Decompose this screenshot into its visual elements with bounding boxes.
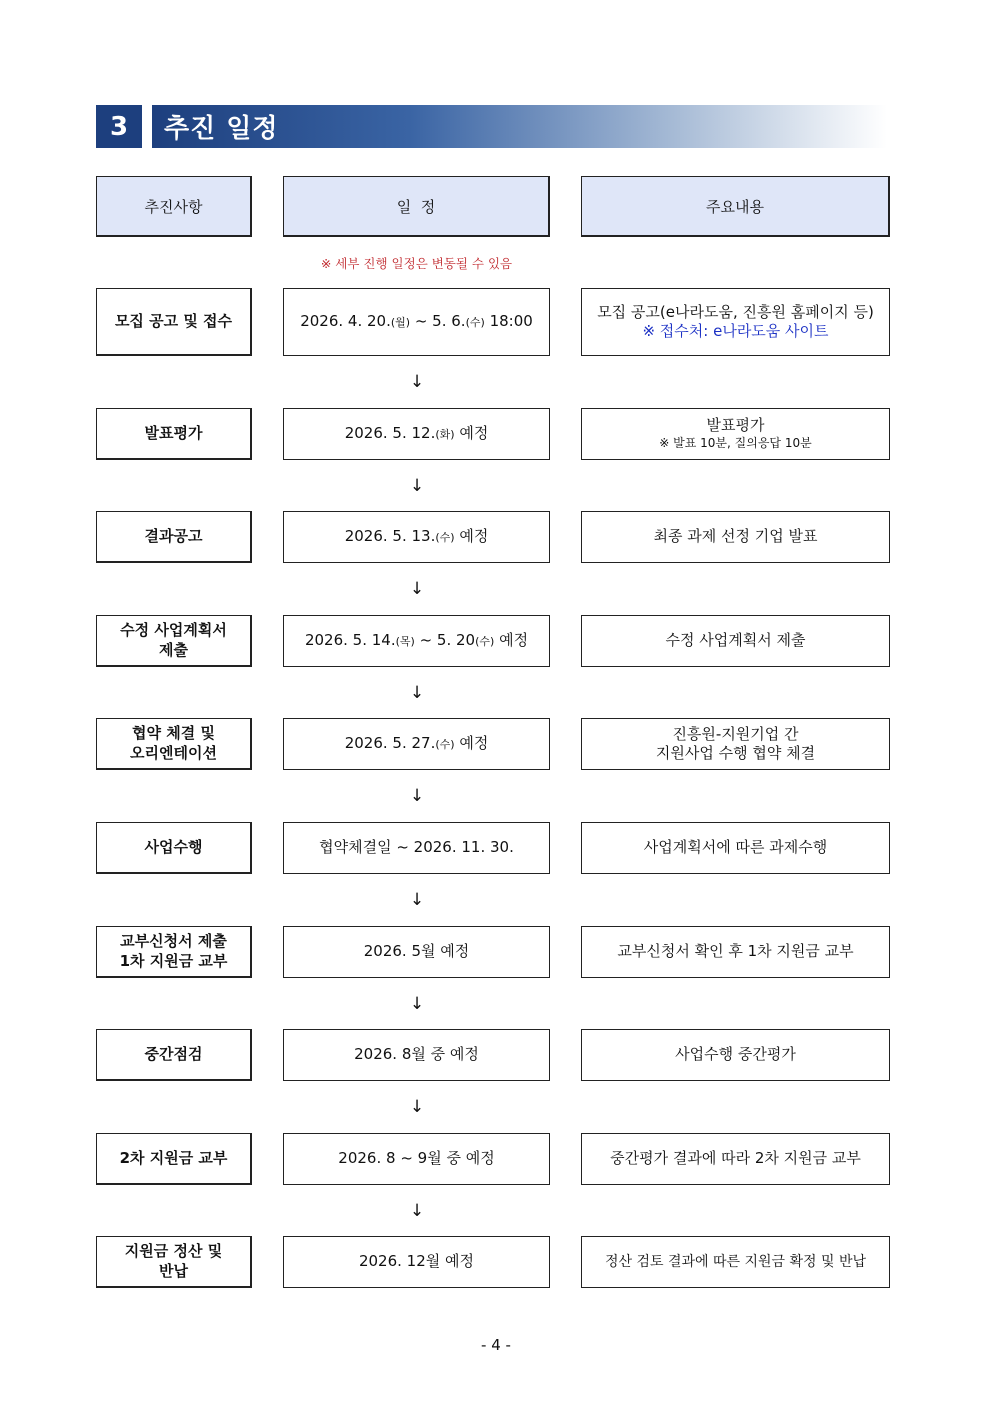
- content-note: ※ 발표 10분, 질의응답 10분: [659, 435, 812, 450]
- schedule-date: [283, 615, 550, 667]
- date-weekday: (화): [435, 428, 455, 442]
- header-date: 일 정: [283, 176, 550, 237]
- schedule-note: ※ 세부 진행 일정은 변동될 수 있음: [320, 256, 513, 271]
- date-weekday: (목): [395, 635, 415, 649]
- schedule-date: [283, 926, 550, 978]
- schedule-item-line: 반납: [159, 1261, 188, 1280]
- schedule-item-line: 2차 지원금 교부: [119, 1148, 228, 1167]
- schedule-content: [581, 718, 890, 770]
- schedule-item-line: 결과공고: [144, 526, 203, 545]
- date-text: ~ 5. 6.: [410, 312, 466, 331]
- header-item: 추진사항: [96, 176, 252, 237]
- content-line: 정산 검토 결과에 따른 지원금 확정 및 반납: [604, 1253, 867, 1270]
- date-text: 2026. 5. 14.: [304, 631, 396, 650]
- content-line: 교부신청서 확인 후 1차 지원금 교부: [617, 942, 854, 961]
- schedule-item: [96, 288, 252, 356]
- content-line: 모집 공고(e나라도움, 진흥원 홈페이지 등): [597, 302, 874, 321]
- schedule-date: [283, 288, 550, 356]
- schedule-item-line: 사업수행: [144, 837, 203, 856]
- schedule-date-line: [364, 942, 470, 962]
- content-note: ※ 접수처: e나라도움 사이트: [642, 322, 829, 340]
- schedule-date: [283, 511, 550, 563]
- schedule-date-line: [319, 838, 514, 858]
- down-arrow-icon: ↓: [409, 683, 425, 703]
- date-text: 2026. 5. 27.: [344, 734, 436, 753]
- schedule-item: [96, 926, 252, 978]
- schedule-content: [581, 1236, 890, 1288]
- down-arrow-icon: ↓: [409, 476, 425, 496]
- date-text: 18:00: [484, 312, 533, 331]
- date-text: 2026. 12월 예정: [358, 1252, 475, 1271]
- schedule-content: [581, 511, 890, 563]
- content-line: 중간평가 결과에 따라 2차 지원금 교부: [610, 1149, 861, 1168]
- section-number: 3: [96, 105, 142, 148]
- schedule-item: [96, 615, 252, 667]
- schedule-date: [283, 718, 550, 770]
- down-arrow-icon: ↓: [409, 372, 425, 392]
- date-text: 2026. 5월 예정: [363, 942, 470, 961]
- down-arrow-icon: ↓: [409, 1201, 425, 1221]
- down-arrow-icon: ↓: [409, 890, 425, 910]
- date-weekday: (수): [465, 316, 485, 330]
- date-text: 2026. 8 ~ 9월 중 예정: [338, 1149, 495, 1168]
- schedule-item: [96, 1133, 252, 1185]
- schedule-date-line: [345, 527, 489, 547]
- schedule-item-line: 1차 지원금 교부: [119, 951, 228, 970]
- schedule-date: [283, 1029, 550, 1081]
- schedule-date-line: [305, 631, 528, 651]
- schedule-item-line: 수정 사업계획서: [120, 621, 227, 639]
- date-weekday: (월): [390, 316, 411, 330]
- schedule-item: [96, 408, 252, 460]
- schedule-date-line: [300, 312, 533, 332]
- schedule-item-line: 지원금 정산 및: [124, 1242, 223, 1260]
- content-line: 진흥원-지원기업 간: [672, 724, 799, 743]
- schedule-date: [283, 1236, 550, 1288]
- date-text: 2026. 8월 중 예정: [354, 1045, 479, 1064]
- schedule-item-line: 오리엔테이션: [130, 743, 217, 762]
- schedule-content: [581, 1029, 890, 1081]
- down-arrow-icon: ↓: [409, 994, 425, 1014]
- content-line: 발표평가: [706, 416, 765, 435]
- schedule-date-line: [345, 424, 489, 444]
- schedule-date: [283, 1133, 550, 1185]
- content-line: 사업계획서에 따른 과제수행: [643, 838, 828, 857]
- schedule-item-line: 중간점검: [144, 1044, 203, 1063]
- down-arrow-icon: ↓: [409, 579, 425, 599]
- date-text: 2026. 4. 20.: [300, 312, 391, 331]
- section-title: 추진 일정: [152, 105, 887, 148]
- header-content: 주요내용: [581, 176, 890, 237]
- date-text: 2026. 5. 13.: [344, 527, 436, 546]
- schedule-content: [581, 615, 890, 667]
- schedule-date: [283, 408, 550, 460]
- down-arrow-icon: ↓: [409, 786, 425, 806]
- page-number: - 4 -: [481, 1336, 511, 1354]
- content-line: 사업수행 중간평가: [675, 1045, 796, 1064]
- schedule-item-line: 제출: [159, 640, 188, 659]
- schedule-content: [581, 926, 890, 978]
- schedule-content: [581, 822, 890, 874]
- content-line: 최종 과제 선정 기업 발표: [653, 527, 818, 546]
- date-text: 예정: [454, 424, 489, 443]
- down-arrow-icon: ↓: [409, 1097, 425, 1117]
- schedule-item: [96, 822, 252, 874]
- date-text: 협약체결일 ~ 2026. 11. 30.: [319, 838, 514, 857]
- schedule-item: [96, 511, 252, 563]
- date-text: 예정: [454, 734, 489, 753]
- schedule-item: [96, 1236, 252, 1288]
- date-weekday: (수): [435, 531, 455, 545]
- content-line: 지원사업 수행 협약 체결: [655, 744, 816, 762]
- date-text: 2026. 5. 12.: [344, 424, 436, 443]
- date-text: 예정: [494, 631, 529, 650]
- schedule-date-line: [338, 1149, 494, 1169]
- date-weekday: (수): [435, 738, 455, 752]
- content-line: 수정 사업계획서 제출: [665, 631, 806, 650]
- schedule-content: [581, 1133, 890, 1185]
- schedule-item: [96, 718, 252, 770]
- date-text: ~ 5. 20: [414, 631, 476, 650]
- date-weekday: (수): [475, 635, 495, 649]
- date-text: 예정: [454, 527, 489, 546]
- schedule-item-line: 발표평가: [144, 423, 203, 442]
- schedule-content: [581, 408, 890, 460]
- schedule-item-line: 협약 체결 및: [132, 724, 215, 742]
- schedule-date: [283, 822, 550, 874]
- schedule-content: [581, 288, 890, 356]
- schedule-item-line: 교부신청서 제출: [120, 932, 227, 950]
- schedule-date-line: [345, 734, 489, 754]
- schedule-date-line: [354, 1045, 479, 1065]
- schedule-date-line: [359, 1252, 474, 1272]
- schedule-item: [96, 1029, 252, 1081]
- schedule-item-line: 모집 공고 및 접수: [114, 311, 233, 330]
